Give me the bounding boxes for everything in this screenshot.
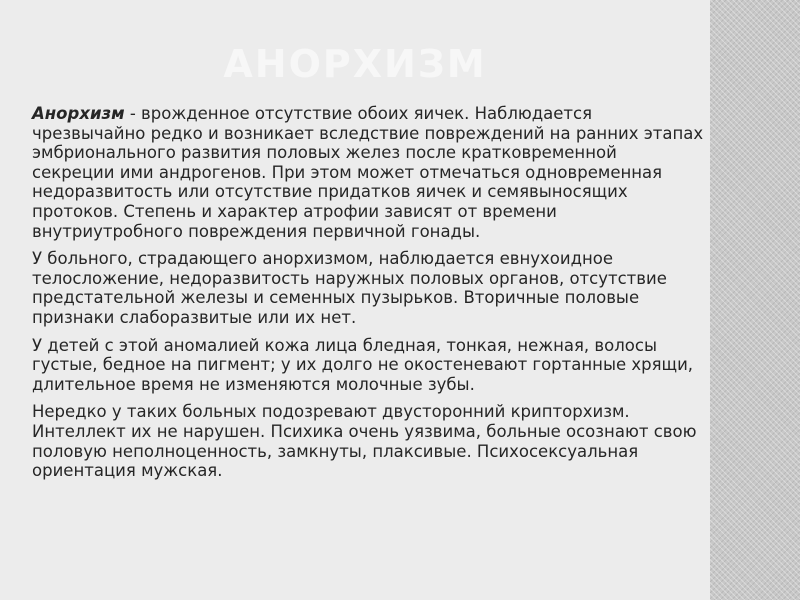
paragraph-symptoms: У больного, страдающего анорхизмом, наблюдается евнухоидное телосложение, недоразвитость наружных половых органов, отсутствие предстательной железы и семенных пузырьков. Вторичные половые признаки слаборазвитые или их нет. [32,249,667,327]
paragraph-diagnosis: Нередко у таких больных подозревают двусторонний крипторхизм. Интеллект их не нарушен. Психика очень уязвима, больные осознают свою половую неполноценность, замкнуты, плаксивые. Психосексуальная ориентация мужская. [32,402,697,481]
paragraph-children: У детей с этой аномалией кожа лица бледная, тонкая, нежная, волосы густые, бедное на пигмент; у их долго не окостеневают гортанные хрящи, длительное время не изменяются молочные зубы. [32,335,694,394]
slide-title: АНОРХИЗМ [223,42,487,86]
paragraph-definition [32,104,704,241]
definition-term: Анорхизм [32,104,125,123]
slide-body [32,104,704,489]
definition-text: - врожденное отсутствие обоих яичек. Наблюдается чрезвычайно редко и возникает вследствие повреждений на ранних этапах эмбрионального развития половых желез после кратковременной секреции ими андрогенов. При этом может отмечаться одновременная недоразвитость или отсутствие придатков яичек и семявыносящих протоков. Степень и характер атрофии зависят от времени внутриутробного повреждения первичной гонады. [32,104,704,241]
decorative-side-bar [710,0,800,600]
